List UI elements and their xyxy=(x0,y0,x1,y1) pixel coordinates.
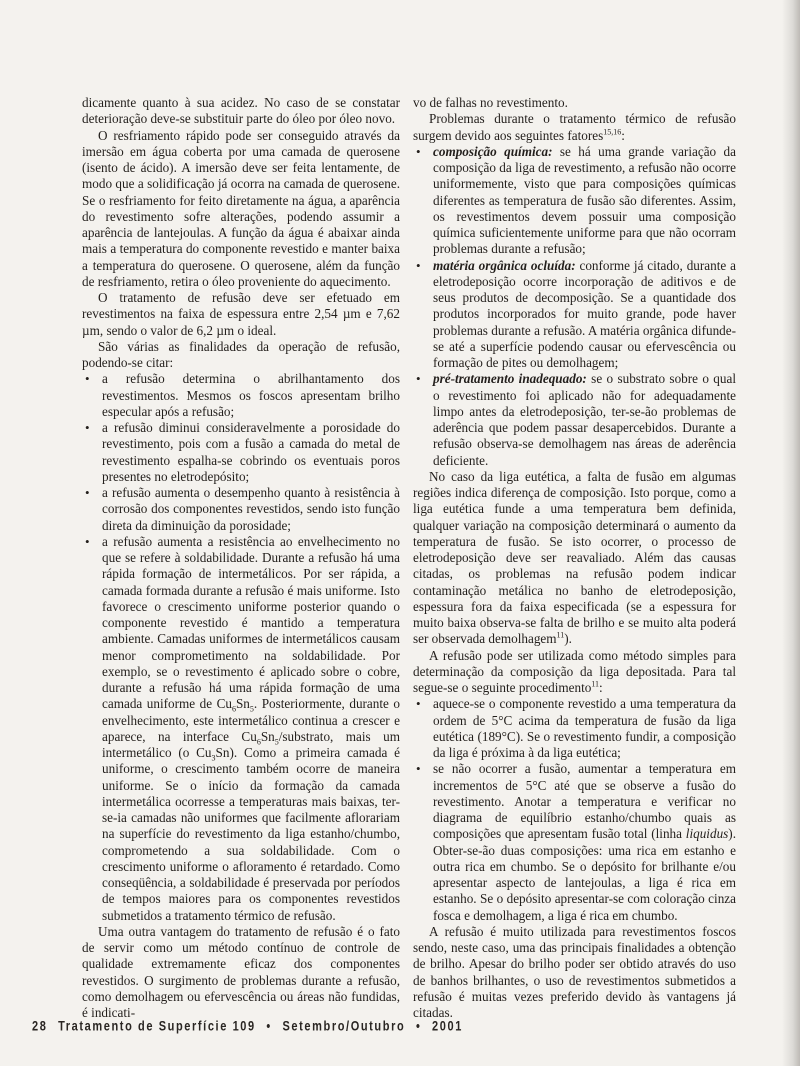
procedure-list xyxy=(413,696,736,924)
list-item-text: conforme já citado, durante a eletrodeposição ocorre incorporação de aditivos e de seus produtos de decomposição. Se a quantidade dos produtos incorporados for muito grande, pode haver problemas durante a refusão. A matéria orgânica difunde-se até a superfície podendo causar ou efervescência ou formação de pites ou demolhagem; xyxy=(433,257,736,370)
page-footer xyxy=(32,1019,469,1034)
paragraph-final: A refusão é muito utilizada para revestimentos foscos sendo, neste caso, uma das principais finalidades a obtenção de brilho. Apesar do brilho poder ser obtido através do uso de banhos brilhantes, o uso de revestimentos submetidos a refusão é muitas vezes preferido devido às vantagens já citadas. xyxy=(413,923,736,1020)
list-item-text: se não ocorrer a fusão, aumentar a temperatura em incrementos de 5°C até que se observe a fusão do revestimento. Anotar a temperatura e verificar no diagrama de equilíbrio estanho/chumbo quais as composições que apresentam fusão total (linha xyxy=(433,761,736,842)
subscript: 5 xyxy=(249,704,254,714)
list-item: • aquece-se o componente revestido a uma temperatura da ordem de 5°C acima da temperatura de fusão da liga eutética (189°C). Se o revestimento fundir, a composição da liga é próxima à da liga eutética; xyxy=(413,696,736,761)
paragraph-text: Problemas durante o tratamento térmico de refusão surgem devido aos seguintes fatores xyxy=(413,111,736,143)
paragraph-advantage: Uma outra vantagem do tratamento de refusão é o fato de servir como um método contínuo de controle de qualidade extremamente eficaz dos componentes revestidos. O surgimento de problemas durante a refusão, como demolhagem ou efervescência ou áreas não fundidas, é indicati- xyxy=(82,923,400,1020)
problems-list xyxy=(413,144,736,469)
subscript: 5 xyxy=(274,737,279,747)
list-item-lead: composição química: xyxy=(433,143,553,159)
footer-separator: • xyxy=(266,1019,272,1034)
list-item-text: se há uma grande variação da composição da liga de revestimento, a refusão não ocorre uniformemente, visto que para composições químicas diferentes as temperatura de fusão são diferentes. Assim, os revestimentos devem possuir uma composição química suficientemente uniforme para que não ocorram problemas durante a refusão; xyxy=(433,143,736,257)
journal-title: Tratamento de Superfície 109 xyxy=(58,1019,256,1034)
reference-superscript: 11 xyxy=(556,630,565,640)
list-item-text: ). Obter-se-ão duas composições: uma rica em estanho e outra rica em chumbo. Se o depósito for brilhante e/ou apresentar aspecto de lantejoulas, a liga é rica em estanho. Se o depósito apresentar-se com coloração cinza fosca e demolhagem, a liga é rica em chumbo. xyxy=(433,826,736,923)
element-symbol: Sn xyxy=(260,728,275,744)
subscript: 6 xyxy=(256,737,261,747)
list-item-lead: matéria orgânica ocluída: xyxy=(433,257,576,273)
list-item: • a refusão aumenta o desempenho quanto à resistência à corrosão dos componentes revestidos, sendo isto função direta da diminuição da porosidade; xyxy=(82,485,400,534)
paragraph-purposes: São várias as finalidades da operação de refusão, podendo-se citar: xyxy=(82,338,400,370)
term-italic: liquidus xyxy=(685,826,729,842)
list-item-text: a refusão aumenta a resistência ao envelhecimento no que se refere à soldabilidade. Durante a refusão há uma rápida formação de intermetálicos. Por ser rápida, a camada formada durante a refusão é mais uniforme. Isto favorece o crescimento uniforme posterior quando o componente revestido é mantido a temperatura ambiente. Camadas uniformes de intermetálicos causam menor comprometimento na soldabilidade. Por exemplo, se o revestimento é aplicado sobre o cobre, durante a refusão há uma rápida formação de uma camada uniforme de Cu xyxy=(102,533,400,712)
paragraph-method xyxy=(413,648,736,697)
list-item xyxy=(82,534,400,924)
list-item-text: se o substrato sobre o qual o revestimento foi aplicado não for adequadamente limpo antes da eletrodeposição, ter-se-ão problemas de aderência que podem passar desapercebidos. Durante a refusão observa-se demolhagem nas áreas de aderência deficiente. xyxy=(433,371,737,468)
paragraph-cooling: O resfriamento rápido pode ser conseguido através da imersão em água coberta por uma camada de querosene (isento de ácido). A imersão deve ser feita lentamente, de modo que a solidificação já ocorra na camada de querosene. Se o resfriamento for feito diretamente na água, a aparência do revestimento sofre alterações, podendo assumir a aparência de lantejoulas. A função da água é abaixar ainda mais a temperatura do componente revestido e manter baixa a temperatura do querosene. O querosene, além da função de resfriamento, retira o óleo proveniente do aquecimento. xyxy=(82,127,400,289)
paragraph-eutectic xyxy=(413,469,736,648)
footer-separator: • xyxy=(415,1019,422,1034)
paragraph-text: No caso da liga eutética, a falta de fusão em algumas regiões indica diferença de composição. Isto porque, como a liga eutética funde a uma temperatura bem definida, qualquer variação na composição determinará o aumento da temperatura de fusão. Se isto ocorrer, o processo de eletrodeposição deve ser reavaliado. Além das causas citadas, os problemas na refusão podem indicar contaminação metálica no banho de eletrodeposição, espessura fora da faixa especificada (se a espessura for muito baixa observa-se falta de brilho e se muito alta poderá ser observada demolhagem xyxy=(413,468,736,647)
list-item-text: /substrato, mais um intermetálico (o Cu xyxy=(102,728,400,760)
list-item: • a refusão determina o abrilhantamento dos revestimentos. Mesmos os foscos apresentam brilho especular após a refusão; xyxy=(82,371,400,420)
list-item: • a refusão diminui consideravelmente a porosidade do revestimento, pois com a fusão a camada do metal de revestimento espalha-se cobrindo os eventuais poros presentes no eletrodepósito; xyxy=(82,420,400,485)
page-number: 28 xyxy=(32,1019,48,1034)
reference-superscript: 15,16 xyxy=(603,127,622,137)
list-item xyxy=(413,144,736,258)
paragraph-problems xyxy=(413,111,736,144)
paragraph-thickness: O tratamento de refusão deve ser efetuado em revestimentos na faixa de espessura entre 2,54 µm e 7,62 µm, sendo o valor de 6,2 µm o ideal. xyxy=(82,290,400,338)
issue-months: Setembro/Outubro xyxy=(282,1019,406,1034)
list-item-lead: pré-tratamento inadequado: xyxy=(433,371,587,387)
list-item xyxy=(413,258,736,372)
reference-superscript: 11 xyxy=(591,679,600,689)
paragraph-text: A refusão pode ser utilizada como método simples para determinação da composição da liga depositada. Para tal segue-se o seguinte procedimento xyxy=(413,647,736,695)
paragraph-continued: dicamente quanto à sua acidez. No caso de se constatar deterioração deve-se substituir parte do óleo por óleo novo. xyxy=(82,95,400,127)
paragraph-continued: vo de falhas no revestimento. xyxy=(413,95,568,110)
list-item-text: . Posteriormente, durante o envelhecimento, este intermetálico continua a crescer e aparece, na interface Cu xyxy=(102,696,400,744)
paragraph-text: : xyxy=(621,127,625,143)
paragraph-text: : xyxy=(599,680,603,695)
list-item xyxy=(413,761,736,924)
list-item xyxy=(413,371,736,469)
paragraph-text: ). xyxy=(564,631,572,647)
issue-year: 2001 xyxy=(432,1019,463,1034)
list-item-text: Sn). Como a primeira camada é uniforme, o crescimento também ocorre de maneira uniforme. Se o início da formação da camada intermetálica ocorresse a temperaturas mais baixas, ter-se-ia camadas não uniformes que facilmente aflorariam na superfície do revestimento da liga estanho/chumbo, comprometendo a sua soldabilidade. Com o crescimento uniforme o afloramento é retardado. Como conseqüência, a soldabilidade é preservada por períodos de tempos maiores para os componentes revestidos submetidos a tratamento térmico de refusão. xyxy=(102,745,400,923)
right-column xyxy=(413,95,736,1021)
subscript: 3 xyxy=(211,753,216,763)
left-column xyxy=(82,95,400,1021)
purposes-list xyxy=(82,371,400,924)
element-symbol: Sn xyxy=(235,696,250,712)
subscript: 6 xyxy=(231,704,236,714)
